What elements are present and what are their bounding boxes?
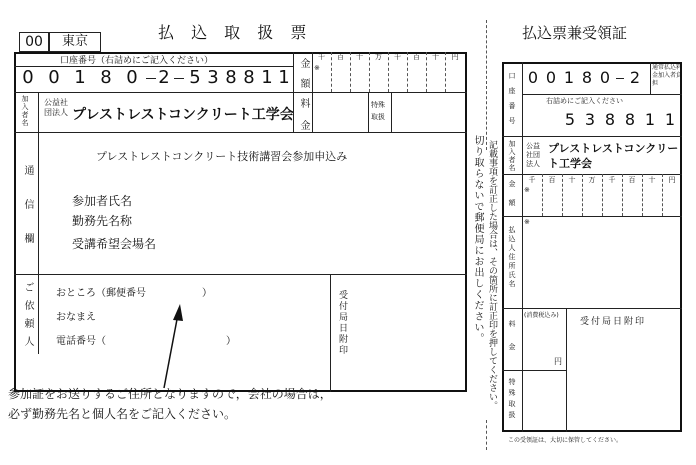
- account-digit: 0: [126, 67, 138, 88]
- right-account-digits: [522, 68, 650, 90]
- phone-close: ）: [226, 336, 236, 347]
- right-note: 右詰めにご記入ください: [546, 97, 623, 105]
- right-account-number-digit: 1: [644, 110, 656, 129]
- yen-unit: 千: [394, 53, 401, 61]
- right-haraikomi-star: ※: [524, 218, 530, 226]
- yen-unit: 十: [356, 53, 363, 61]
- middle-correction-note: 記載事項を訂正した場合は、その箇所に訂正印を押してください。: [487, 140, 497, 410]
- right-uketsuke-label: 受付局日附印: [580, 317, 647, 327]
- right-title: 払込票兼受領証: [522, 24, 628, 42]
- right-tokushu-label: 特殊取扱: [508, 378, 516, 422]
- right-kouza-label: 口座番号: [508, 72, 516, 132]
- right-yen-unit: 千: [608, 176, 616, 184]
- field-employer-name: 勤務先名称: [72, 214, 133, 228]
- right-kingaku-label: 金額: [508, 180, 516, 218]
- name-label: おなまえ: [56, 312, 96, 323]
- right-account-check-digit: 2: [629, 68, 641, 87]
- kanyusha-label: 加入者名: [21, 95, 29, 127]
- code-box: 00: [19, 32, 49, 52]
- right-account-number-digit: 8: [604, 110, 616, 129]
- account-number-digit: 1: [278, 67, 290, 88]
- right-account-number-digit: 3: [584, 110, 596, 129]
- account-number-digit: 8: [243, 67, 255, 88]
- account-number-digit: 1: [261, 67, 273, 88]
- address-close: ）: [202, 288, 212, 299]
- right-account-digit: 1: [563, 68, 575, 87]
- right-account-number: [560, 110, 680, 132]
- yen-unit: 百: [413, 53, 420, 61]
- field-participant-name: 参加者氏名: [72, 194, 133, 208]
- irainin-label: ご依頼人: [22, 282, 33, 354]
- amount-star: ※: [314, 64, 320, 72]
- account-check-digit: 2: [158, 67, 170, 88]
- right-org-name: プレストレストコンクリート工学会: [548, 142, 679, 170]
- phone-label: 電話番号（: [56, 336, 106, 347]
- yen-unit: 万: [375, 53, 382, 61]
- yen-unit: 円: [451, 53, 459, 61]
- right-kanyusha-label: 加入者名: [508, 140, 516, 172]
- right-yen-unit: 円: [668, 176, 676, 184]
- right-account-number-digit: 8: [624, 110, 636, 129]
- right-yen-unit: 百: [548, 176, 556, 184]
- arrow-icon: [150, 300, 190, 390]
- account-digit: 8: [100, 67, 112, 88]
- right-account-number-digit: 1: [664, 110, 676, 129]
- right-account-digit: 0: [599, 68, 611, 87]
- shohizei-label: (消費税込み): [524, 312, 559, 319]
- account-digit: 0: [48, 67, 60, 88]
- kingaku-label: 金額: [298, 58, 309, 98]
- yen-label: 円: [554, 357, 562, 366]
- tsushin-label: 通信欄: [22, 165, 33, 267]
- address-label: おところ（郵便番号: [56, 288, 146, 299]
- right-yen-unit: 十: [648, 176, 656, 184]
- yen-unit: 千: [318, 53, 325, 61]
- note-text: 参加証をお送りするご住所となりますので，会社の場合は，必ず勤務先名と個人名をご記入ください。: [8, 387, 332, 421]
- right-account-digit: 0: [527, 68, 539, 87]
- account-digit: 1: [74, 67, 86, 88]
- org-type: 公益社団法人: [44, 98, 68, 117]
- account-label: 口座番号（右詰めにご記入ください）: [60, 56, 214, 66]
- org-name: プレストレストコンクリート工学会: [72, 107, 294, 123]
- account-number-digit: 3: [207, 67, 219, 88]
- right-yen-unit: 十: [568, 176, 576, 184]
- right-org-type: 公益社団法人: [526, 142, 540, 168]
- tokushu-label: 特殊取扱: [371, 101, 385, 121]
- city-box: 東京: [49, 32, 101, 52]
- event-title: プレストレストコンクリート技術講習会参加申込み: [96, 150, 348, 163]
- haraikomi-label: 払込人住所氏名: [508, 226, 516, 289]
- right-account-number-digit: 5: [564, 110, 576, 129]
- right-account-digit: 0: [545, 68, 557, 87]
- left-title: 払 込 取 扱 票: [158, 23, 313, 42]
- account-digits-row: [14, 67, 293, 91]
- account-number-digit: 5: [189, 67, 201, 88]
- yen-unit: 十: [432, 53, 439, 61]
- fee-note: 通常払込料金加入者負担: [652, 64, 683, 87]
- receipt-footer: この受領証は、大切に保管してください。: [508, 437, 623, 444]
- right-yen-unit: 万: [588, 176, 596, 184]
- yen-unit: 百: [337, 53, 344, 61]
- right-account-digit: 8: [581, 68, 593, 87]
- ryokin-label: 料金: [298, 98, 309, 142]
- right-yen-unit: 千: [528, 176, 536, 184]
- account-digit: 0: [22, 67, 34, 88]
- field-venue: 受講希望会場名: [72, 237, 157, 251]
- uketsuke-label: 受付局日附印: [337, 290, 347, 356]
- right-ryokin-label: 料金: [508, 320, 516, 366]
- account-number-digit: 8: [225, 67, 237, 88]
- yen-units: [312, 52, 467, 64]
- right-yen-unit: 百: [628, 176, 636, 184]
- right-amount-star: ※: [524, 186, 530, 194]
- middle-instruction: 切り取らないで郵便局にお出しください。: [472, 135, 483, 344]
